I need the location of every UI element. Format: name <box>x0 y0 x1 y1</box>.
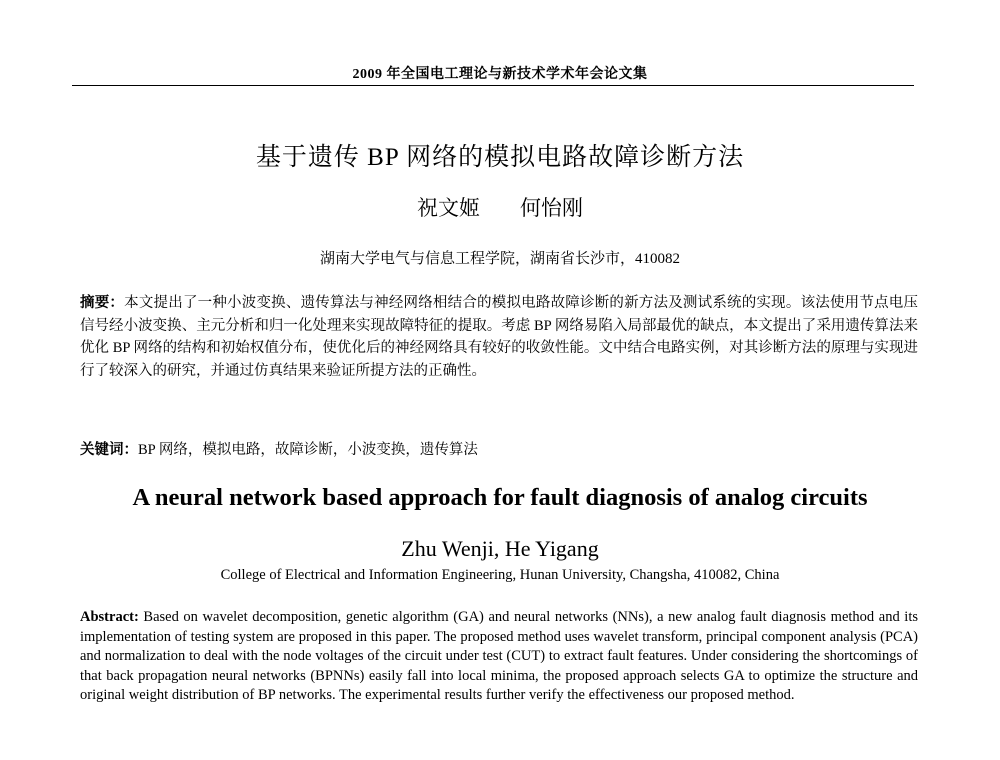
abstract-english <box>80 608 918 706</box>
abstract-cn-text: 本文提出了一种小波变换、遗传算法与神经网络相结合的模拟电路故障诊断的新方法及测试系统的实现。该法使用节点电压信号经小波变换、主元分析和归一化处理来实现故障特征的提取。考虑 BP 网络易陷入局部最优的缺点，本文提出了采用遗传算法来优化 BP 网络的结构和初始权值分布，使优化后的神经网络具有较好的收敛性能。文中结合电路实例，对其诊断方法的原理与实现进行了较深入的研究，并通过仿真结果来验证所提方法的正确性。 <box>80 295 919 379</box>
author-cn-1: 祝文姬 <box>417 196 480 220</box>
authors-english: Zhu Wenji, He Yigang <box>401 536 599 561</box>
abstract-cn-label: 摘要： <box>80 295 125 311</box>
abstract-chinese <box>80 292 918 382</box>
abstract-en-label: Abstract: <box>80 609 139 625</box>
header-rule <box>72 85 914 86</box>
keywords-cn-text: BP 网络，模拟电路，故障诊断，小波变换，遗传算法 <box>138 442 478 458</box>
title-english: A neural network based approach for fault diagnosis of analog circuits <box>132 484 868 511</box>
affiliation-chinese: 湖南大学电气与信息工程学院，湖南省长沙市，410082 <box>319 251 680 267</box>
running-header: 2009 年全国电工理论与新技术学术年会论文集 <box>352 67 648 82</box>
title-chinese: 基于遗传 BP 网络的模拟电路故障诊断方法 <box>255 144 745 171</box>
keywords-chinese <box>80 438 918 459</box>
keywords-cn-label: 关键词： <box>80 442 138 458</box>
affiliation-english: College of Electrical and Information Engineering, Hunan University, Changsha, 410082, China <box>220 567 780 583</box>
abstract-en-text: Based on wavelet decomposition, genetic algorithm (GA) and neural networks (NNs), a new analog fault diagnosis method and its implementation of testing system are proposed in this paper. The proposed method uses wavelet transform, principal component analysis (PCA) and normalization to deal with the node voltages of the circuit under test (CUT) to extract fault features. Under considering the shortcomings of that back propagation neural networks (BPNNs) easily fall into local minima, the proposed approach selects GA to optimize the structure and original weight distribution of BP networks. The experimental results further verify the effectiveness our proposed method. <box>80 609 918 703</box>
author-cn-2: 何怡刚 <box>520 196 583 220</box>
authors-chinese <box>0 192 1000 222</box>
